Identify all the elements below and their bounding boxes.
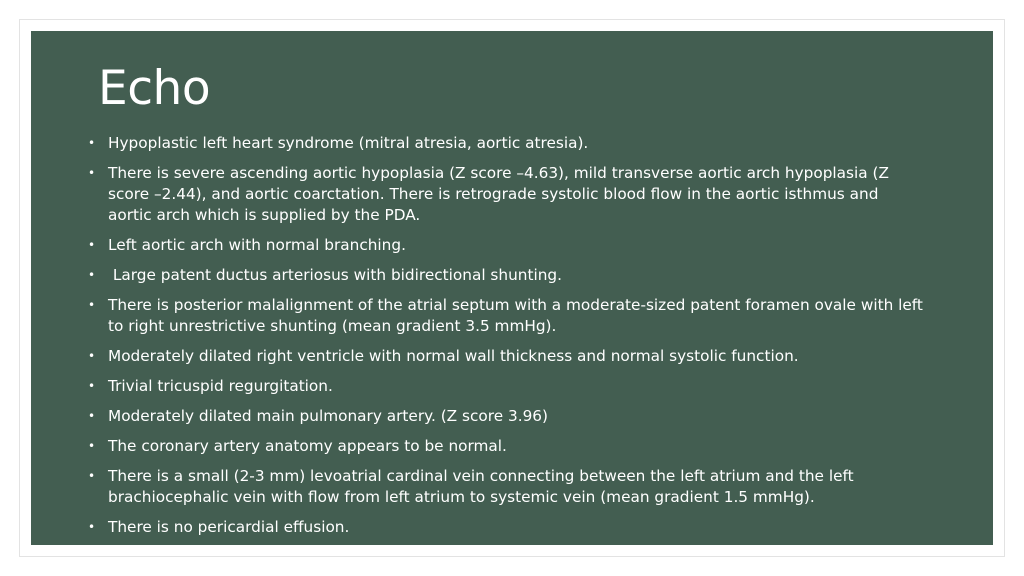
bullet-list [83,133,923,545]
bullet-item [83,265,923,286]
bullet-dot-icon: • [88,409,96,423]
bullet-item [83,466,923,508]
bullet-item [83,163,923,226]
bullet-item [83,133,923,154]
bullet-item [83,295,923,337]
bullet-text: Hypoplastic left heart syndrome (mitral atresia, aortic atresia). [108,134,589,152]
bullet-dot-icon: • [88,268,96,282]
bullet-dot-icon: • [88,379,96,393]
bullet-dot-icon: • [88,136,96,150]
bullet-text: Trivial tricuspid regurgitation. [108,377,333,395]
bullet-text: The coronary artery anatomy appears to be normal. [108,437,507,455]
bullet-text: There is a small (2-3 mm) levoatrial cardinal vein connecting between the left atrium and the left brachiocephalic vein with flow from left atrium to systemic vein (mean gradient 1.5 mmHg). [108,467,854,506]
bullet-dot-icon: • [88,439,96,453]
bullet-text: Moderately dilated right ventricle with normal wall thickness and normal systolic function. [108,347,799,365]
bullet-text: There is severe ascending aortic hypoplasia (Z score –4.63), mild transverse aortic arch hypoplasia (Z score –2.44), and aortic coarctation. There is retrograde systolic blood flow in the aortic isthmus and aortic arch which is supplied by the PDA. [108,164,889,224]
bullet-dot-icon: • [88,238,96,252]
bullet-item [83,406,923,427]
bullet-item [83,436,923,457]
bullet-text: Left aortic arch with normal branching. [108,236,406,254]
bullet-text: There is posterior malalignment of the atrial septum with a moderate-sized patent foramen ovale with left to right unrestrictive shunting (mean gradient 3.5 mmHg). [108,296,923,335]
bullet-text: Large patent ductus arteriosus with bidirectional shunting. [108,266,562,284]
bullet-dot-icon: • [88,298,96,312]
bullet-text: There is no pericardial effusion. [108,518,350,536]
bullet-item [83,517,923,538]
bullet-dot-icon: • [88,469,96,483]
bullet-item [83,346,923,367]
bullet-dot-icon: • [88,166,96,180]
bullet-dot-icon: • [88,520,96,534]
bullet-item [83,376,923,397]
bullet-item [83,235,923,256]
bullet-text: Moderately dilated main pulmonary artery. (Z score 3.96) [108,407,549,425]
slide [31,31,993,545]
slide-title: Echo [98,61,211,116]
bullet-dot-icon: • [88,349,96,363]
